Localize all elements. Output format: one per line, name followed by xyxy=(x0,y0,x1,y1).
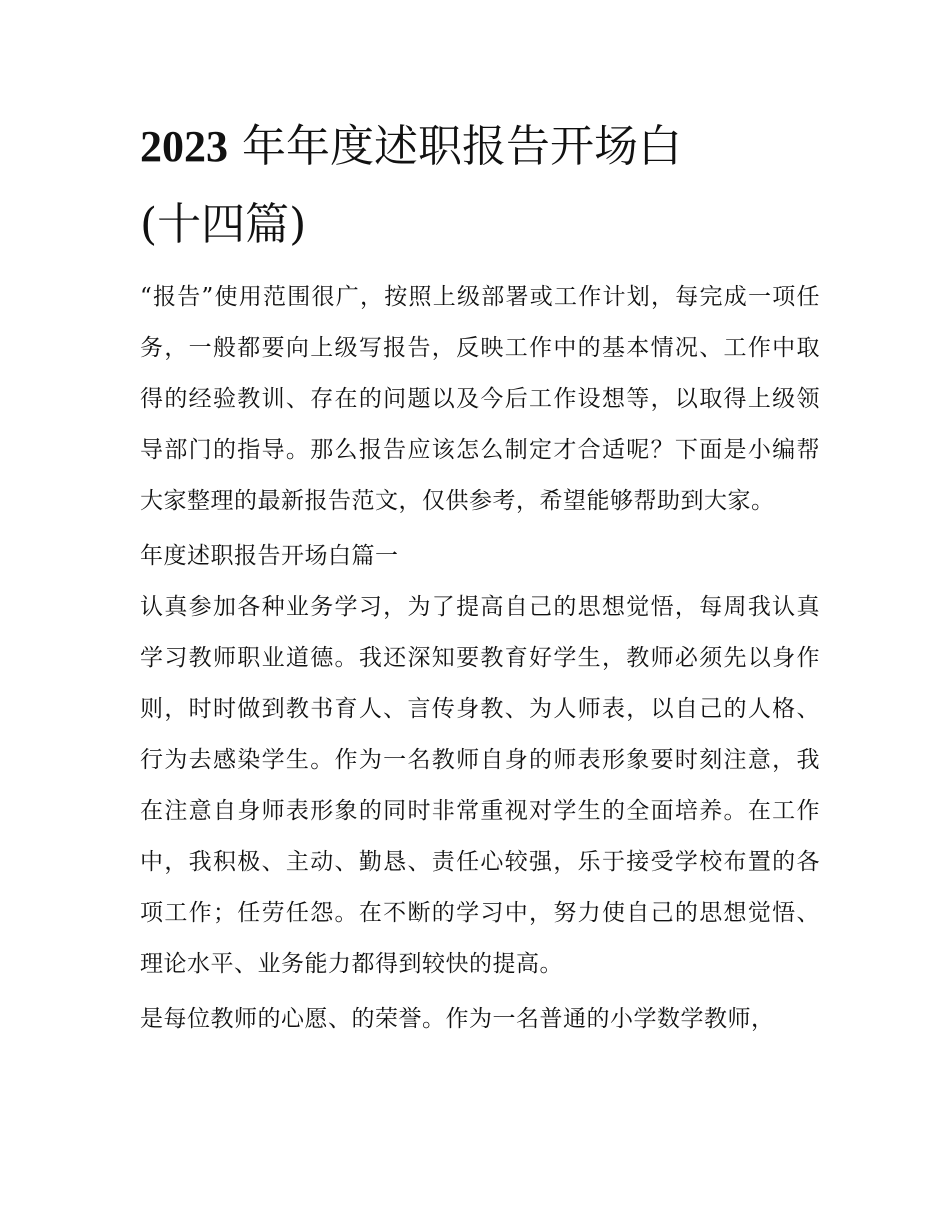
body-paragraph: 认真参加各种业务学习，为了提高自己的思想觉悟，每周我认真学习教师职业道德。我还深知要教育好学生，教师必须先以身作则，时时做到教书育人、言传身教、为人师表，以自己的人格、行为去感染学生。作为一名教师自身的师表形象要时刻注意，我在注意自身师表形象的同时非常重视对学生的全面培养。在工作中，我积极、主动、勤恳、责任心较强，乐于接受学校布置的各项工作；任劳任怨。在不断的学习中，努力使自己的思想觉悟、理论水平、业务能力都得到较快的提高。 xyxy=(140,594,820,977)
intro-paragraph: “报告”使用范围很广，按照上级部署或工作计划，每完成一项任务，一般都要向上级写报告，反映工作中的基本情况、工作中取得的经验教训、存在的问题以及今后工作设想等，以取得上级领导部门的指导。那么报告应该怎么制定才合适呢？下面是小编帮大家整理的最新报告范文，仅供参考，希望能够帮助到大家。 xyxy=(140,284,820,514)
document-content xyxy=(140,108,820,1045)
document-title xyxy=(140,108,820,264)
title-subtitle: (十四篇) xyxy=(140,199,307,250)
title-year: 2023 xyxy=(140,122,228,171)
body-paragraph: 是每位教师的心愿、的荣誉。作为一名普通的小学数学教师， xyxy=(140,1006,775,1032)
section-heading: 年度述职报告开场白篇一 xyxy=(140,543,399,569)
title-text: 年年度述职报告开场白 xyxy=(242,121,682,172)
